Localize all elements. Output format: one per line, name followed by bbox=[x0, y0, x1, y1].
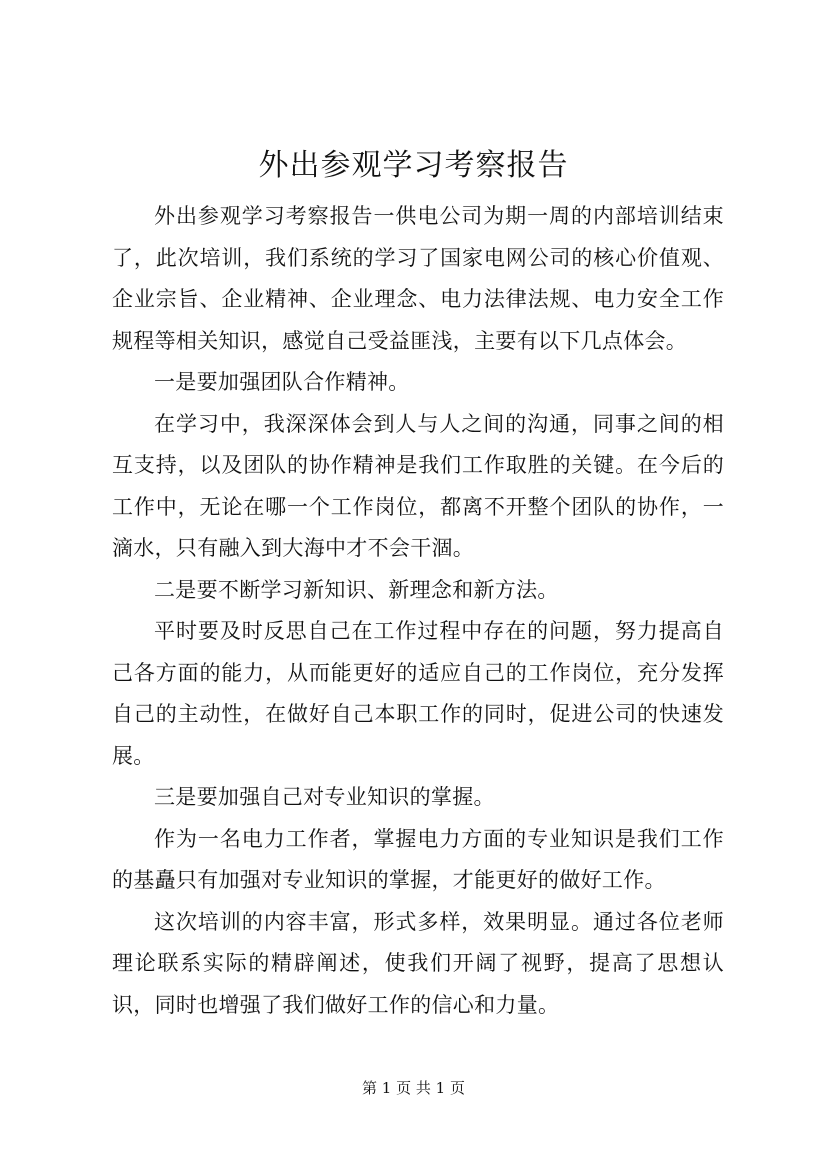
paragraph-conclusion: 这次培训的内容丰富，形式多样，效果明显。通过各位老师理论联系实际的精辟阐述，使我们开阔了视野，提高了思想认识，同时也增强了我们做好工作的信心和力量。 bbox=[112, 909, 724, 1017]
page-number-footer: 第 1 页 共 1 页 bbox=[362, 1079, 465, 1097]
heading-point-two: 二是要不断学习新知识、新理念和新方法。 bbox=[154, 577, 559, 602]
paragraph-point-two: 平时要及时反思自己在工作过程中存在的问题，努力提高自己各方面的能力，从而能更好的适应自己的工作岗位，充分发挥自己的主动性，在做好自己本职工作的同时，促进公司的快速发展。 bbox=[112, 619, 724, 768]
paragraph-intro: 外出参观学习考察报告一供电公司为期一周的内部培训结束了，此次培训，我们系统的学习了国家电网公司的核心价值观、企业宗旨、企业精神、企业理念、电力法律法规、电力安全工作规程等相关知识，感觉自己受益匪浅，主要有以下几点体会。 bbox=[112, 204, 724, 353]
document-title: 外出参观学习考察报告 bbox=[258, 148, 569, 183]
document-body bbox=[112, 196, 724, 1026]
paragraph-point-three: 作为一名电力工作者，掌握电力方面的专业知识是我们工作的基矗只有加强对专业知识的掌握，才能更好的做好工作。 bbox=[112, 826, 724, 892]
paragraph-point-one: 在学习中，我深深体会到人与人之间的沟通，同事之间的相互支持，以及团队的协作精神是我们工作取胜的关键。在今后的工作中，无论在哪一个工作岗位，都离不开整个团队的协作，一滴水，只有融入到大海中才不会干涸。 bbox=[112, 411, 724, 560]
heading-point-one: 一是要加强团队合作精神。 bbox=[154, 370, 410, 394]
heading-point-three: 三是要加强自己对专业知识的掌握。 bbox=[154, 785, 495, 809]
